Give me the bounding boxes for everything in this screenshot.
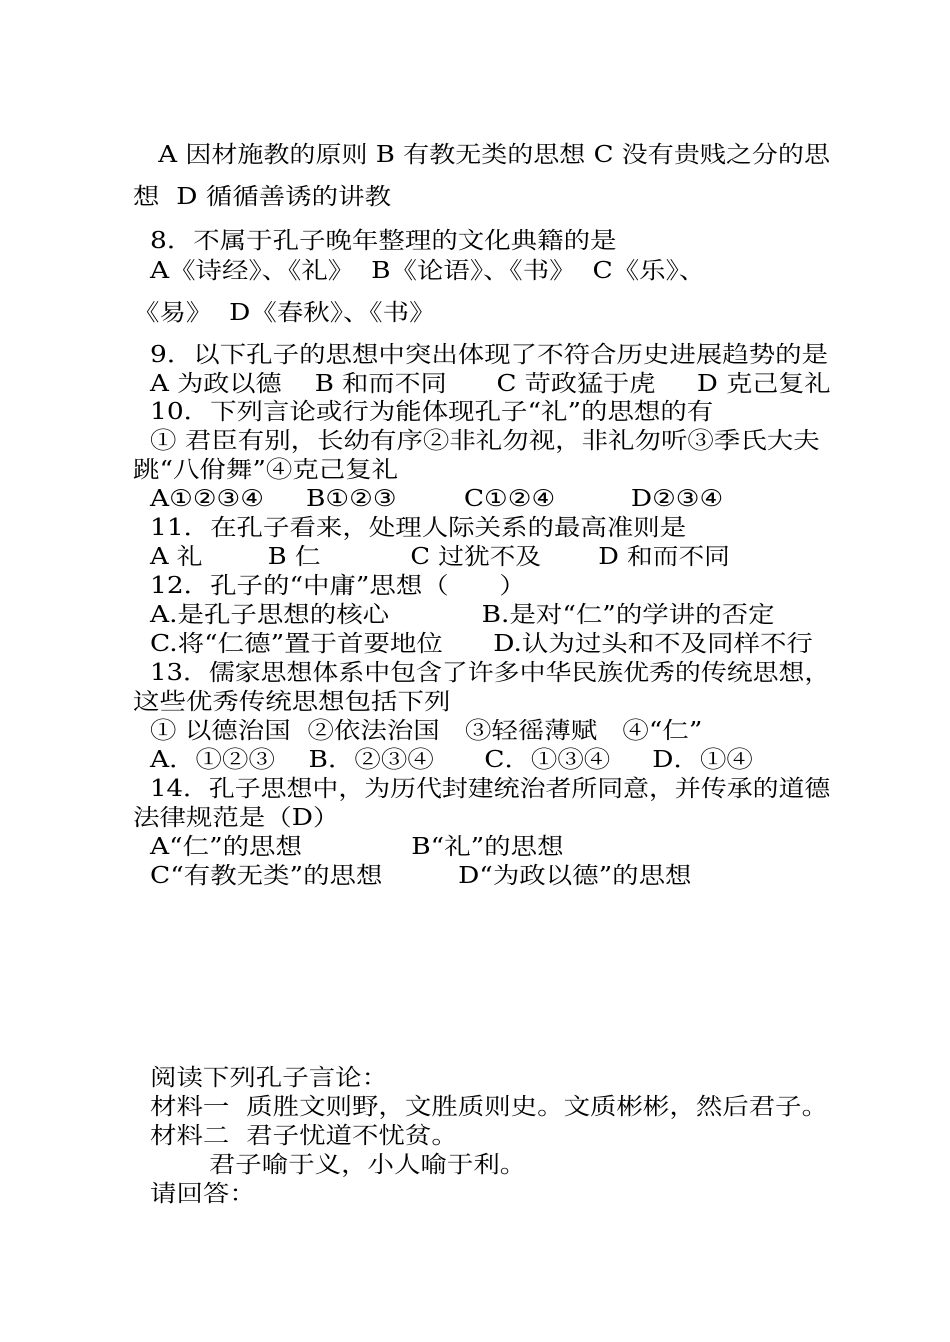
q13-stem-line-2: 这些优秀传统思想包括下列 bbox=[133, 689, 451, 715]
q10-stem: 10．下列言论或行为能体现孔子“礼”的思想的有 bbox=[150, 399, 714, 425]
material-two-line-1: 材料二 君子忧道不忧贫。 bbox=[150, 1123, 458, 1149]
q14-stem-line-1: 14．孔子思想中，为历代封建统治者所同意，并传承的道德 bbox=[150, 776, 831, 802]
q9-options: A 为政以德 B 和而不同 C 苛政猛于虎 D 克己复礼 bbox=[150, 371, 831, 397]
q14-options-line-1: A“仁”的思想 B“礼”的思想 bbox=[150, 834, 564, 860]
q11-options: A 礼 B 仁 C 过犹不及 D 和而不同 bbox=[150, 544, 730, 570]
material-one: 材料一 质胜文则野，文胜质则史。文质彬彬，然后君子。 bbox=[150, 1094, 829, 1120]
q14-options-line-2: C“有教无类”的思想 D“为政以德”的思想 bbox=[150, 863, 692, 889]
q10-options: A①②③④ B①②③ C①②④ D②③④ bbox=[150, 486, 724, 512]
q8-options-line-2: 《易》 D《春秋》、《书》 bbox=[133, 300, 436, 326]
reading-intro: 阅读下列孔子言论： bbox=[150, 1065, 389, 1091]
q8-options-line-1: A《诗经》、《礼》 B《论语》、《书》 C《乐》、 bbox=[150, 258, 706, 284]
q10-items-line-2: 跳“八佾舞”④克己复礼 bbox=[133, 457, 399, 483]
answer-prompt: 请回答： bbox=[150, 1181, 256, 1207]
q11-stem: 11．在孔子看来，处理人际关系的最高准则是 bbox=[150, 515, 687, 541]
q10-items-line-1: ① 君臣有别，长幼有序②非礼勿视，非礼勿听③季氏大夫 bbox=[150, 428, 820, 454]
q7-options-line-1: A 因材施教的原则 B 有教无类的思想 C 没有贵贱之分的思 bbox=[150, 142, 830, 168]
q9-stem: 9．以下孔子的思想中突出体现了不符合历史进展趋势的是 bbox=[150, 342, 829, 368]
q13-options: A．①②③ B．②③④ C．①③④ D．①④ bbox=[150, 747, 753, 773]
q8-stem: 8．不属于孔子晚年整理的文化典籍的是 bbox=[150, 228, 617, 254]
q13-stem-line-1: 13．儒家思想体系中包含了许多中华民族优秀的传统思想， bbox=[150, 660, 831, 686]
material-two-line-2: 君子喻于义，小人喻于利。 bbox=[150, 1152, 527, 1178]
q7-options-line-2: 想 D 循循善诱的讲教 bbox=[133, 184, 392, 210]
q12-options-line-2: C.将“仁德”置于首要地位 D.认为过头和不及同样不行 bbox=[150, 631, 813, 657]
q14-stem-line-2: 法律规范是（D） bbox=[133, 805, 340, 831]
q12-options-line-1: A.是孔子思想的核心 B.是对“仁”的学讲的否定 bbox=[150, 602, 775, 628]
q13-items: ① 以德治国 ②依法治国 ③轻徭薄赋 ④“仁” bbox=[150, 718, 703, 744]
q12-stem: 12．孔子的“中庸”思想（ ） bbox=[150, 573, 526, 599]
